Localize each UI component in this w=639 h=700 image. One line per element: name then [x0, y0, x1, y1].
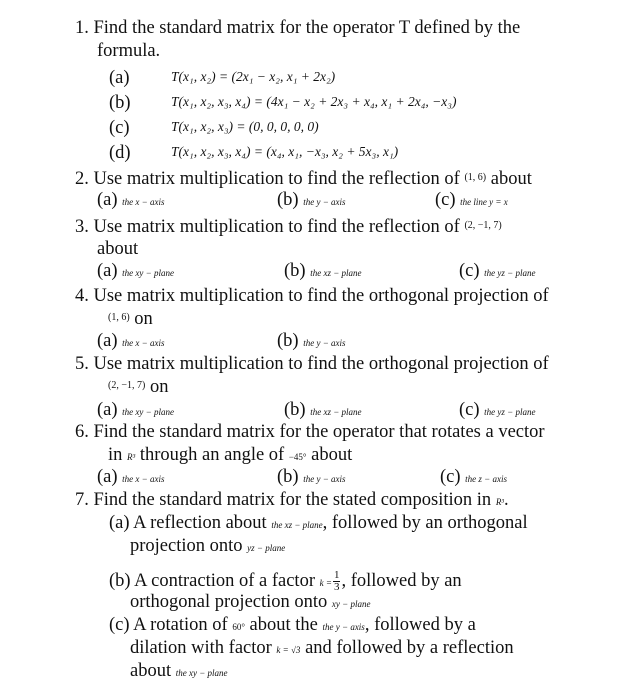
q6-stem-line2: in R³ through an angle of −45° about	[108, 445, 353, 465]
q5-stem-line2: $^{(2, -1, 7)}$ on	[108, 377, 169, 397]
q4-point: (1, 6)	[108, 312, 130, 323]
q5-a: (a) the xy − plane	[97, 400, 174, 420]
q3-b: (b) the xz − plane	[284, 261, 362, 281]
q7-space: R³	[495, 497, 505, 507]
q7-a-line1: (a) A reflection about the xz − plane, followed by an orthogonal	[109, 513, 528, 533]
q7-b-k: k =	[319, 577, 332, 588]
q6-a: (a) the x − axis	[97, 467, 165, 487]
q7-a-line2: projection onto yz − plane	[130, 536, 286, 556]
q2-a: (a) the x − axis	[97, 190, 165, 210]
q2-stem: 2. Use matrix multiplication to find the reflection of $^{(1, 6)}$ about	[75, 169, 532, 189]
q3-a: (a) the xy − plane	[97, 261, 174, 281]
q7-c-factor: k = √3	[276, 645, 301, 655]
q6-space: R³	[127, 452, 136, 462]
q1-stem-line2: formula.	[97, 41, 161, 61]
q6-c: (c) the z − axis	[440, 467, 507, 487]
q5-c: (c) the yz − plane	[459, 400, 536, 420]
q7-b-line1: (b) A contraction of a factor k = $\frac{1}{3}$ , followed by an	[109, 569, 462, 593]
q7-b-line2: orthogonal projection onto xy − plane	[130, 592, 371, 612]
q1-a-formula: T(x₁, x₂) = (2x₁ − x₂, x₁ + 2x₂)	[171, 69, 336, 84]
q4-stem-line1: 4. Use matrix multiplication to find the orthogonal projection of	[75, 286, 549, 306]
q7-b-fraction: $\frac{1}{3}$	[333, 569, 340, 593]
q1-b-label: (b)	[109, 93, 131, 113]
q3-point: (2, −1, 7)	[464, 220, 502, 231]
q7-c-plane: the xy − plane	[175, 668, 228, 678]
q1-b-formula: T(x₁, x₂, x₃, x₄) = (4x₁ − x₂ + 2x₃ + x₄, x₁ + 2x₄, −x₃)	[171, 94, 457, 109]
q3-stem: 3. Use matrix multiplication to find the reflection of $^{(2, -1, 7)}$	[75, 217, 502, 237]
q1-c-label: (c)	[109, 118, 130, 138]
q1-d-formula: T(x₁, x₂, x₃, x₄) = (x₄, x₁, −x₃, x₂ + 5x₃, x₁)	[171, 144, 399, 159]
q7-stem: 7. Find the standard matrix for the stated composition in R³.	[75, 490, 509, 510]
q5-point: (2, −1, 7)	[108, 380, 146, 391]
q5-stem-line1: 5. Use matrix multiplication to find the orthogonal projection of	[75, 354, 549, 374]
q4-stem-line2: $^{(1, 6)}$ on	[108, 309, 153, 329]
q4-b: (b) the y − axis	[277, 331, 346, 351]
q7-c-line2: dilation with factor k = √3 and followed by a reflection	[130, 638, 514, 658]
q7-b-plane: xy − plane	[331, 599, 371, 609]
q6-stem-line1: 6. Find the standard matrix for the operator that rotates a vector	[75, 422, 545, 442]
q7-a-plane1: the xz − plane	[271, 520, 323, 530]
q1-stem-line1: 1. Find the standard matrix for the operator T defined by the	[75, 18, 521, 38]
q1-c-formula: T(x₁, x₂, x₃) = (0, 0, 0, 0, 0)	[171, 119, 319, 134]
q2-c: (c) the line y = x	[435, 190, 508, 210]
q1-a-label: (a)	[109, 68, 130, 88]
q1-d-label: (d)	[109, 143, 131, 163]
q3-c: (c) the yz − plane	[459, 261, 536, 281]
q7-c-axis: the y − axis	[322, 622, 365, 632]
q2-point: (1, 6)	[464, 172, 487, 183]
q7-c-line1: (c) A rotation of 60° about the the y − axis, followed by a	[109, 615, 476, 635]
q4-a: (a) the x − axis	[97, 331, 165, 351]
q7-a-plane2: yz − plane	[247, 543, 286, 553]
q5-b: (b) the xz − plane	[284, 400, 362, 420]
q6-b: (b) the y − axis	[277, 467, 346, 487]
q7-c-line3: about the xy − plane	[130, 661, 228, 681]
q3-stem-line2: about	[97, 239, 139, 259]
q6-angle: −45°	[288, 452, 307, 462]
q7-c-angle: 60°	[232, 622, 245, 632]
q2-b: (b) the y − axis	[277, 190, 346, 210]
